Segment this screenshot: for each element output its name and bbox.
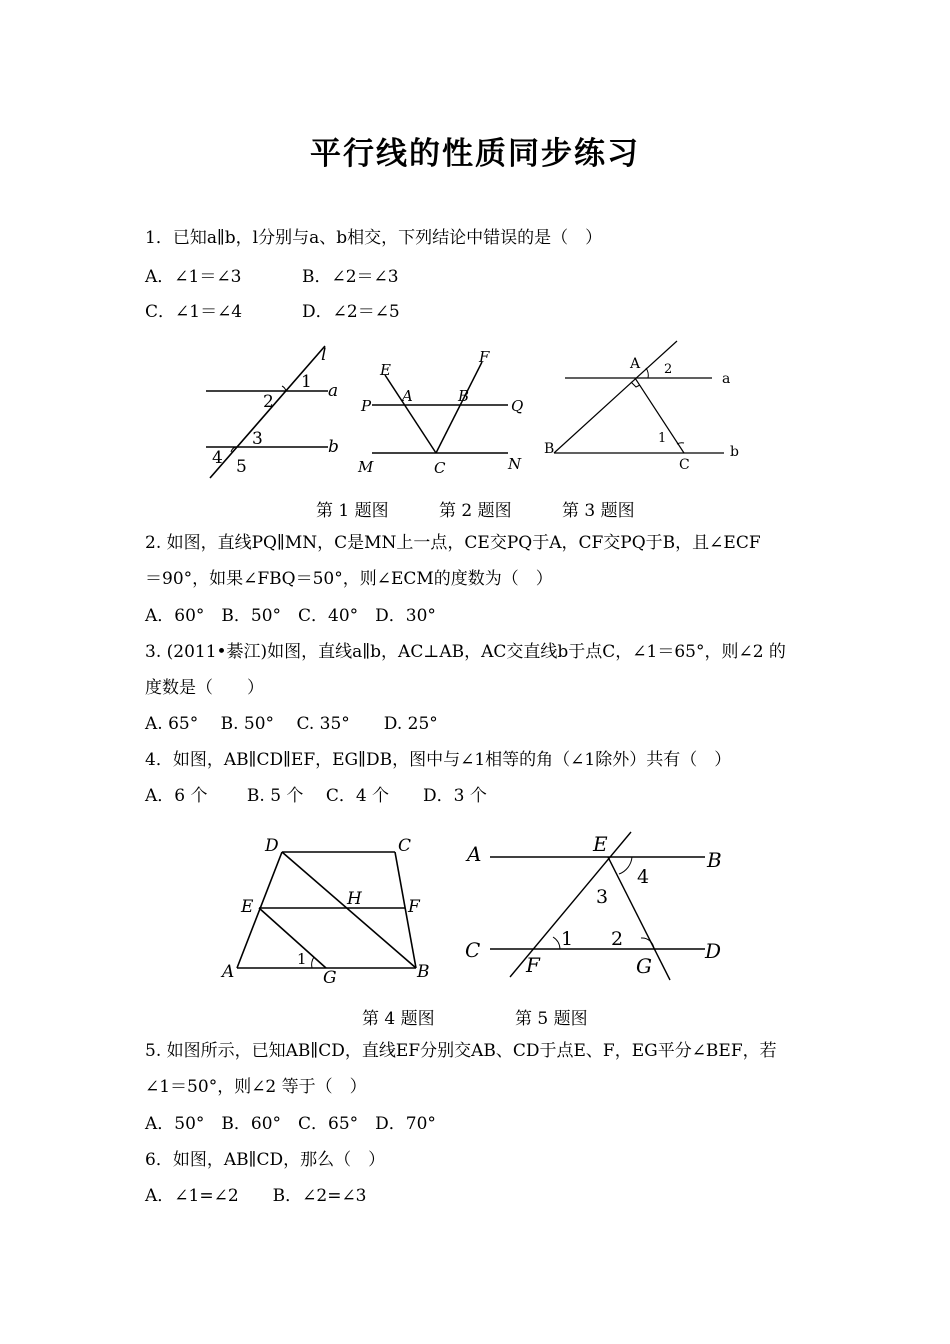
fig2-label: A [402, 387, 413, 405]
q5-options: A．50° B．60° C．65° D．70° [145, 1114, 436, 1134]
line-l [210, 346, 325, 478]
fig1-label: b [328, 437, 339, 457]
caption-fig5: 第 5 题图 [515, 1009, 588, 1029]
fig5-label: 3 [596, 886, 609, 908]
fig1-label: a [328, 381, 339, 401]
fig4-label: F [408, 897, 420, 917]
q3-stem-line1: 3. (2011•綦江)如图，直线a∥b，AC⊥AB，AC交直线b于点C，∠1＝65°，则∠2 的 [145, 642, 786, 662]
fig1-label: 2 [263, 392, 274, 412]
q1-option-d: D．∠2＝∠5 [302, 302, 400, 322]
fig3-label: 2 [664, 362, 673, 377]
caption-fig2: 第 2 题图 [439, 501, 512, 521]
fig4-label: 1 [297, 950, 307, 968]
q1-option-b: B．∠2＝∠3 [302, 267, 399, 287]
q3-options: A. 65° B. 50° C. 35° D. 25° [145, 714, 438, 734]
fig4-label: E [241, 897, 254, 917]
q5-stem-line2: ∠1＝50°，则∠2 等于（ ） [145, 1077, 367, 1097]
fig2-label: N [508, 455, 522, 473]
fig2-label: M [358, 458, 374, 476]
q6-options: A．∠1=∠2 B．∠2=∠3 [145, 1186, 367, 1206]
fig2-label: B [458, 387, 470, 405]
q1-option-a: A．∠1＝∠3 [145, 267, 242, 287]
angle-1-arc [553, 937, 560, 949]
segment-cf [436, 362, 482, 453]
fig5-label: C [465, 938, 481, 962]
fig2-label: E [380, 361, 391, 379]
fig5-label: D [705, 939, 722, 963]
fig5-label: A [467, 842, 482, 866]
fig1-label: 3 [252, 429, 263, 449]
fig4-label: G [323, 968, 337, 988]
fig5-label: 2 [611, 928, 624, 950]
fig4-label: C [398, 836, 412, 856]
page-title: 平行线的性质同步练习 [310, 136, 640, 172]
fig5-label: 1 [561, 928, 574, 950]
fig3-label: 1 [658, 431, 667, 446]
fig2-label: F [479, 348, 490, 366]
fig5-label: B [707, 848, 722, 872]
fig3-label: A [630, 356, 641, 372]
angle-2-arc [646, 368, 648, 378]
q2-stem-line2: ＝90°，如果∠FBQ＝50°，则∠ECM的度数为（ ） [145, 569, 553, 589]
figure-3 [540, 335, 745, 475]
q1-stem: 1．已知a∥b，l分别与a、b相交，下列结论中错误的是（ ） [145, 228, 603, 248]
fig4-label: D [265, 836, 279, 856]
fig5-label: 4 [637, 866, 650, 888]
q2-options: A．60° B．50° C．40° D．30° [145, 606, 436, 626]
q1-option-c: C．∠1＝∠4 [145, 302, 243, 322]
fig1-label: 4 [212, 448, 223, 468]
fig5-label: G [636, 954, 652, 978]
figure-5 [460, 825, 730, 985]
fig1-label: 1 [301, 372, 312, 392]
fig4-label: B [417, 962, 430, 982]
fig1-label: l [321, 345, 327, 365]
q4-stem: 4．如图，AB∥CD∥EF，EG∥DB，图中与∠1相等的角（∠1除外）共有（ ） [145, 750, 732, 770]
caption-fig4: 第 4 题图 [362, 1009, 435, 1029]
q3-stem-line2: 度数是（ ） [145, 678, 264, 698]
fig2-label: P [361, 397, 372, 415]
fig3-label: a [722, 371, 731, 387]
q2-stem-line1: 2. 如图，直线PQ∥MN，C是MN上一点，CE交PQ于A，CF交PQ于B，且∠ECF [145, 533, 761, 553]
fig3-label: C [679, 457, 690, 473]
figure-4 [215, 830, 440, 990]
q4-options: A．6 个 B. 5 个 C．4 个 D．3 个 [145, 786, 487, 806]
fig2-label: C [434, 459, 446, 477]
angle-2-arc [641, 938, 654, 949]
fig4-label: H [347, 889, 362, 909]
caption-fig3: 第 3 题图 [562, 501, 635, 521]
fig4-label: A [222, 962, 235, 982]
q5-stem-line1: 5. 如图所示，已知AB∥CD，直线EF分别交AB、CD于点E、F，EG平分∠BEF，若 [145, 1041, 777, 1061]
fig5-label: E [593, 832, 608, 856]
fig2-label: Q [511, 397, 524, 415]
fig3-label: B [544, 441, 555, 457]
angle-4-arc [619, 857, 632, 874]
figure-1 [200, 340, 350, 485]
fig5-label: F [526, 953, 540, 977]
fig3-label: b [730, 444, 739, 460]
fig1-label: 5 [236, 457, 247, 477]
angle-1-arc [312, 957, 314, 968]
figure-2 [355, 345, 530, 485]
caption-fig1: 第 1 题图 [316, 501, 389, 521]
q6-stem: 6．如图，AB∥CD，那么（ ） [145, 1150, 386, 1170]
segment-eg [259, 908, 326, 968]
